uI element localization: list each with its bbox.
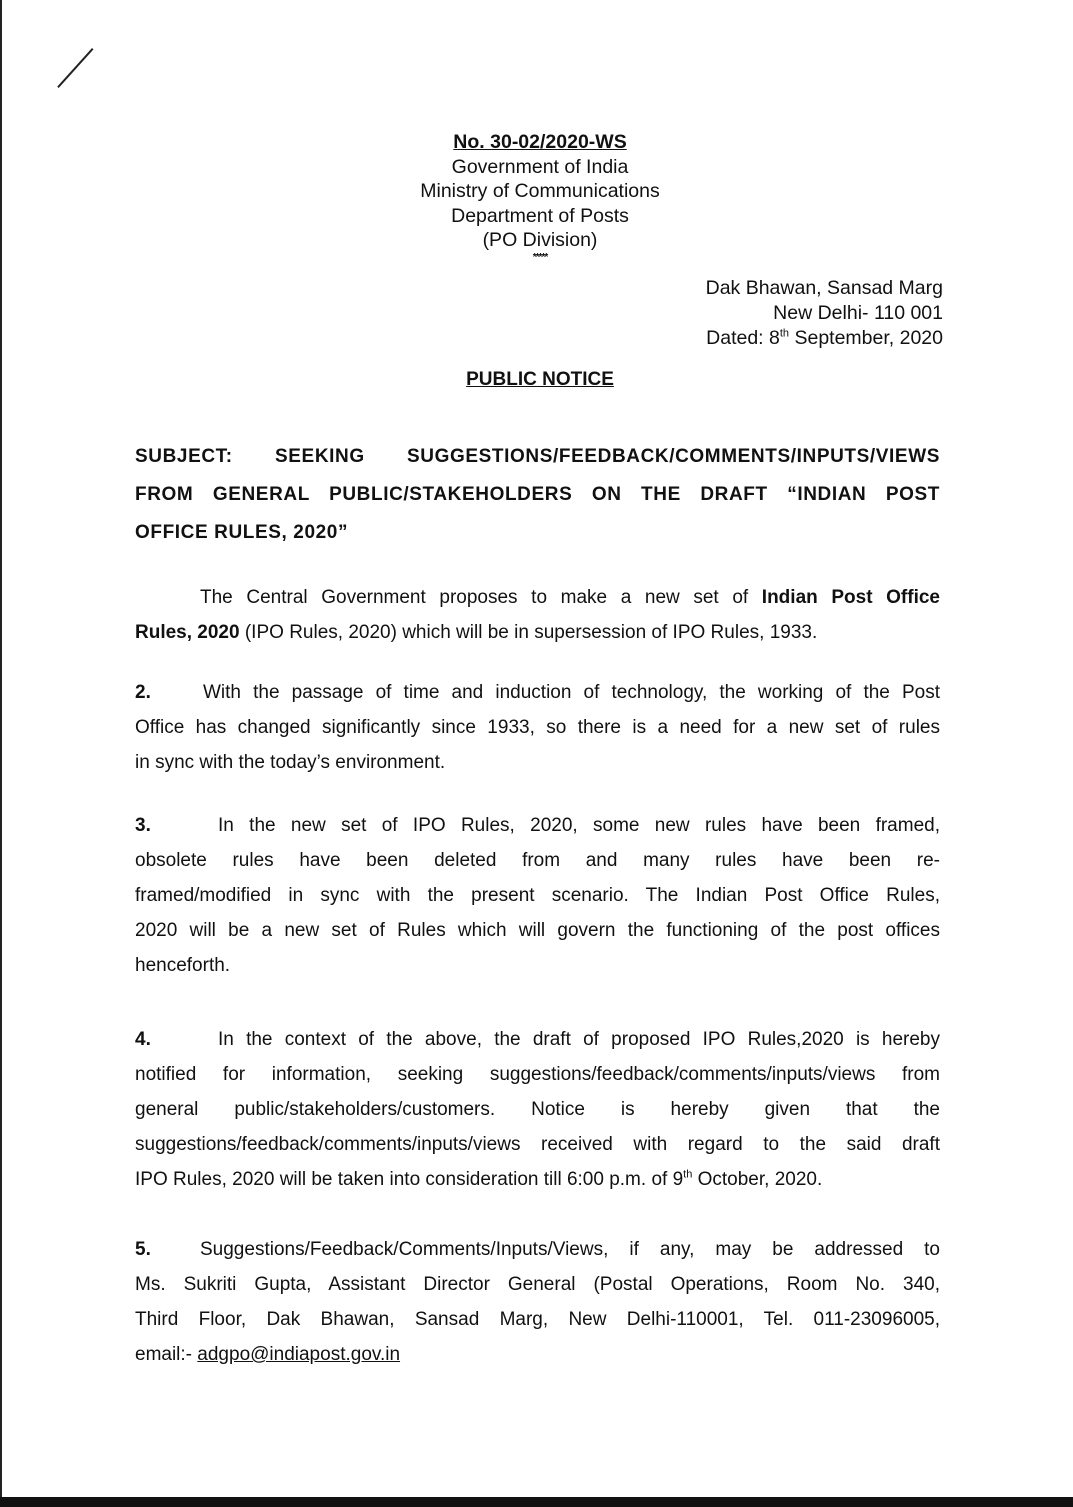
text-segment: email:-	[135, 1344, 198, 1365]
date-suffix: September, 2020	[789, 327, 943, 349]
pen-mark	[57, 48, 93, 88]
text-segment: IPO Rules, 2020 will be taken into consideration till 6:00 p.m. of 9	[135, 1169, 684, 1190]
paragraph-4	[135, 1022, 940, 1197]
org-line: Department of Posts	[451, 204, 629, 227]
text-line: Ms. Sukriti Gupta, Assistant Director General (Postal Operations, Room No. 340,	[135, 1274, 940, 1295]
text-line: With the passage of time and induction of technology, the working of the Post	[203, 682, 940, 703]
text-line	[135, 615, 940, 650]
stars-divider: *****	[532, 251, 548, 263]
date-line	[706, 326, 943, 351]
subject-line: SUBJECT: SEEKING SUGGESTIONS/FEEDBACK/COMMENTS/INPUTS/VIEWS	[135, 446, 940, 467]
text-line: Office has changed significantly since 1933, so there is a need for a new set of rules	[135, 717, 940, 738]
text-line: framed/modified in sync with the present scenario. The Indian Post Office Rules,	[135, 885, 940, 906]
text-line: Third Floor, Dak Bhawan, Sansad Marg, New Delhi-110001, Tel. 011-23096005,	[135, 1309, 940, 1330]
paragraph-number: 3.	[135, 815, 151, 836]
text-line: Suggestions/Feedback/Comments/Inputs/Views, if any, may be addressed to	[200, 1239, 940, 1260]
paragraph-number: 5.	[135, 1239, 151, 1260]
subject	[135, 438, 940, 552]
paragraph-1	[135, 580, 940, 650]
date-sup: th	[779, 327, 790, 340]
text-line: obsolete rules have been deleted from and many rules have been re-	[135, 850, 940, 871]
date-prefix: Dated: 8	[706, 327, 780, 349]
text-segment: (IPO Rules, 2020) which will be in supersession of IPO Rules, 1933.	[239, 622, 818, 643]
scan-edge-left	[0, 0, 2, 1507]
address-line: New Delhi- 110 001	[773, 302, 943, 324]
text-line: henceforth.	[135, 955, 231, 976]
subject-line: FROM GENERAL PUBLIC/STAKEHOLDERS ON THE DRAFT “INDIAN POST	[135, 484, 940, 505]
text-line	[135, 1337, 940, 1372]
scan-edge-bottom	[0, 1497, 1073, 1507]
paragraph-number: 4.	[135, 1029, 151, 1050]
org-line: (PO Division)	[482, 229, 598, 251]
subject-line: OFFICE RULES, 2020”	[135, 522, 349, 543]
text-line: In the new set of IPO Rules, 2020, some new rules have been framed,	[218, 815, 940, 836]
notice-title: PUBLIC NOTICE	[466, 369, 614, 390]
text-line: In the context of the above, the draft of proposed IPO Rules,2020 is hereby	[218, 1029, 940, 1050]
letterhead	[380, 130, 700, 263]
text-line: notified for information, seeking suggestions/feedback/comments/inputs/views from	[135, 1064, 940, 1085]
text-line: in sync with the today’s environment.	[135, 752, 446, 773]
text-line: general public/stakeholders/customers. Notice is hereby given that the	[135, 1099, 940, 1120]
org-line: Government of India	[451, 155, 629, 178]
address-block	[706, 276, 943, 351]
paragraph-2	[135, 675, 940, 780]
paragraph-3	[135, 808, 940, 983]
text-line: 2020 will be a new set of Rules which will govern the functioning of the post offices	[135, 920, 940, 941]
text-segment: October, 2020.	[692, 1169, 823, 1190]
text-line	[135, 1162, 940, 1197]
bold-text: Indian Post Office	[761, 587, 940, 608]
paragraph-number: 2.	[135, 682, 151, 703]
text-segment: The Central Government proposes to make a new set of	[200, 587, 762, 608]
text-line: suggestions/feedback/comments/inputs/views received with regard to the said draft	[135, 1134, 940, 1155]
email-link[interactable]: adgpo@indiapost.gov.in	[197, 1344, 401, 1365]
reference-number: No. 30-02/2020-WS	[453, 131, 627, 153]
org-line: Ministry of Communications	[420, 180, 660, 202]
bold-text: Rules, 2020	[135, 622, 240, 643]
paragraph-5	[135, 1232, 940, 1372]
text-line	[135, 580, 940, 615]
address-line: Dak Bhawan, Sansad Marg	[705, 277, 943, 299]
text-segment: th	[683, 1168, 693, 1181]
